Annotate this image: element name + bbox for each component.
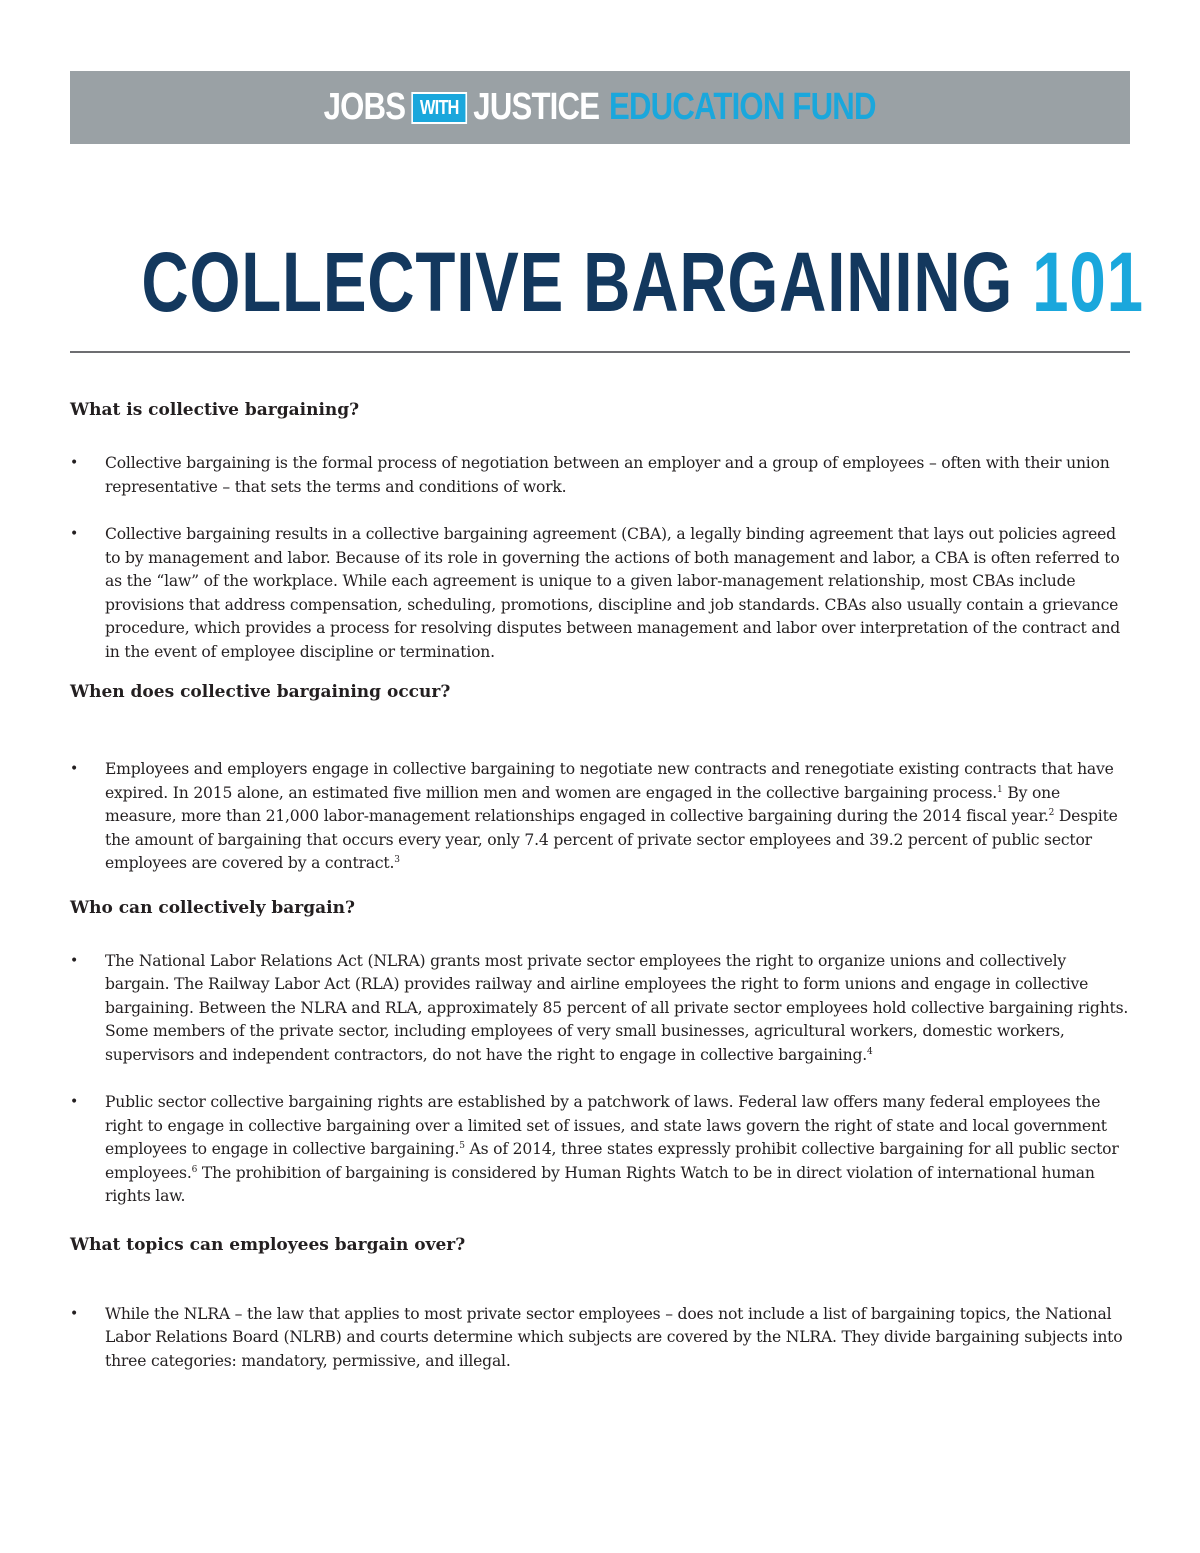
list-item <box>70 1091 1130 1209</box>
list-item-text: The National Labor Relations Act (NLRA) grants most private sector employees the right to organize unions and collectively bargain. The Railway Labor Act (RLA) provides railway and airline employees the right to form unions and engage in collective bargaining. Between the NLRA and RLA, approximately 85 percent of all private sector employees hold collective bargaining rights. Some members of the private sector, including employees of very small businesses, agricultural workers, domestic workers, supervisors and independent contractors, do not have the right to engage in collective bargaining. <box>105 951 1129 1064</box>
footnote-ref: 4 <box>867 1046 873 1057</box>
list-item-text: The prohibition of bargaining is considered by Human Rights Watch to be in direct violation of international human rights law. <box>105 1163 1095 1205</box>
bullet-list <box>70 452 1130 664</box>
footnote-ref: 3 <box>394 854 400 865</box>
logo-jobs: JOBS <box>323 86 406 128</box>
jobs-with-justice-logo <box>324 86 876 129</box>
list-item-text: Collective bargaining is the formal process of negotiation between an employer and a group of employees – often with their union representative – that sets the terms and conditions of work. <box>105 454 1110 496</box>
header-banner <box>70 71 1130 144</box>
list-item-text: Public sector collective bargaining rights are established by a patchwork of laws. Federal law offers many federal employees the right to engage in collective bargaining over a limited set of issues, and state laws govern the right of state and local government employees to engage in collective bargaining. <box>105 1093 1107 1158</box>
footnote-ref: 2 <box>1048 807 1055 818</box>
section-when <box>70 678 1130 876</box>
bullet-list <box>70 758 1130 876</box>
list-item-text: As of 2014, three states expressly prohibit collective bargaining for all public sector employees. <box>105 1140 1119 1182</box>
list-item-text: Employees and employers engage in collective bargaining to negotiate new contracts and renegotiate existing contracts that have expired. In 2015 alone, an estimated five million men and women are engaged in the collective bargaining process. <box>105 760 1114 802</box>
bullet-icon: • <box>70 952 79 969</box>
bullet-icon: • <box>70 761 79 777</box>
document-body <box>70 396 1130 1373</box>
section-what-is <box>70 396 1130 664</box>
list-item <box>70 758 1130 876</box>
title-number: 101 <box>1032 235 1144 329</box>
bullet-icon: • <box>70 1305 79 1322</box>
title-divider <box>70 351 1130 353</box>
section-heading: When does collective bargaining occur? <box>70 682 451 702</box>
section-heading: Who can collectively bargain? <box>70 897 355 918</box>
logo-justice: JUSTICE <box>473 86 600 128</box>
section-heading: What topics can employees bargain over? <box>70 1234 466 1255</box>
page-title <box>0 232 1200 332</box>
list-item-text: Despite the amount of bargaining that occurs every year, only 7.4 percent of private sector employees and 39.2 percent of public sector employees are covered by a contract. <box>105 807 1118 872</box>
footnote-ref: 1 <box>997 784 1003 795</box>
footnote-ref: 6 <box>191 1164 198 1175</box>
bullet-list <box>70 950 1130 1209</box>
logo-education-fund: EDUCATION FUND <box>609 86 877 128</box>
list-item <box>70 523 1130 664</box>
list-item-text: By one measure, more than 21,000 labor-management relationships engaged in collective bargaining during the 2014 fiscal year. <box>105 783 1061 825</box>
logo-with: WITH <box>412 92 467 124</box>
title-main: COLLECTIVE BARGAINING <box>141 235 1014 329</box>
bullet-icon: • <box>70 1094 79 1110</box>
list-item-text: While the NLRA – the law that applies to most private sector employees – does not include a list of bargaining topics, the National Labor Relations Board (NLRB) and courts determine which subjects are covered by the NLRA. They divide bargaining subjects into three categories: mandatory, permissive, and illegal. <box>105 1304 1123 1370</box>
list-item <box>70 950 1130 1068</box>
footnote-ref: 5 <box>459 1140 465 1151</box>
list-item-text: Collective bargaining results in a collective bargaining agreement (CBA), a legally binding agreement that lays out policies agreed to by management and labor. Because of its role in governing the actions of both management and labor, a CBA is often referred to as the “law” of the workplace. While each agreement is unique to a given labor-management relationship, most CBAs include provisions that address compensation, scheduling, promotions, discipline and job standards. CBAs also usually contain a grievance procedure, which provides a process for resolving disputes between management and labor over interpretation of the contract and in the event of employee discipline or termination. <box>105 525 1121 661</box>
bullet-icon: • <box>70 526 79 542</box>
section-topics <box>70 1231 1130 1374</box>
section-heading: What is collective bargaining? <box>70 400 360 420</box>
bullet-icon: • <box>70 455 79 471</box>
bullet-list <box>70 1303 1130 1374</box>
list-item <box>70 452 1130 499</box>
section-who <box>70 894 1130 1209</box>
list-item <box>70 1303 1130 1374</box>
